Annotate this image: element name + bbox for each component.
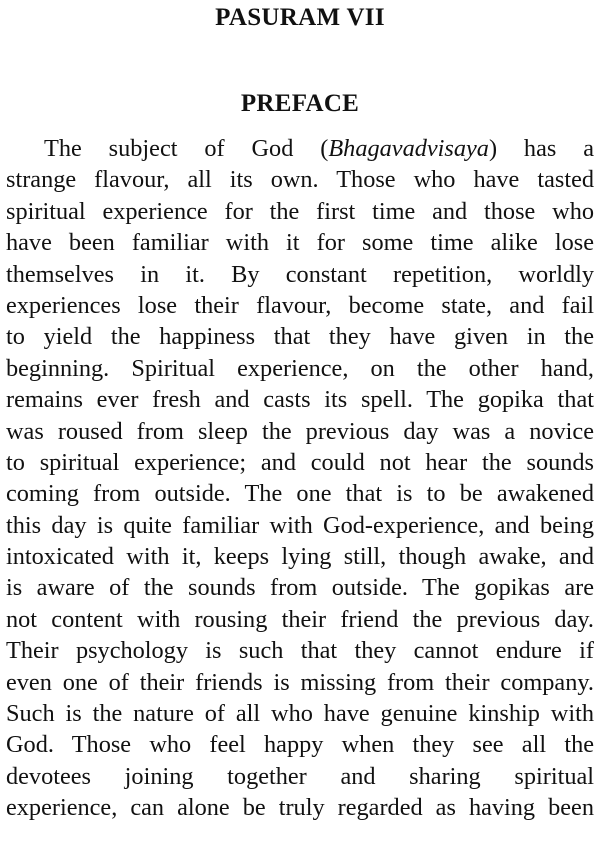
paragraph-line: experience, can alone be truly regarded as having been	[6, 794, 594, 822]
paragraph-line: Such is the nature of all who have genuine kinship with	[6, 700, 594, 728]
paragraph-line: even one of their friends is missing from their company.	[6, 668, 594, 696]
paragraph-line: this day is quite familiar with God-experience, and being	[6, 511, 594, 539]
paragraph-line: experiences lose their flavour, become state, and fail	[6, 291, 594, 319]
paragraph-line: was roused from sleep the previous day was a novice	[6, 417, 594, 445]
section-title: PREFACE	[240, 90, 360, 117]
chapter-title: PASURAM VII	[215, 4, 385, 31]
paragraph-line: to spiritual experience; and could not hear the sounds	[6, 448, 594, 476]
paragraph-line: devotees joining together and sharing spiritual	[6, 762, 594, 790]
paragraph-line: strange flavour, all its own. Those who have tasted	[6, 166, 594, 194]
paragraph-line: not content with rousing their friend the previous day.	[6, 605, 594, 633]
paragraph-line: God. Those who feel happy when they see all the	[6, 731, 594, 759]
paragraph-line: beginning. Spiritual experience, on the other hand,	[6, 354, 594, 382]
paragraph-line: have been familiar with it for some time alike lose	[6, 229, 594, 257]
paragraph-line	[6, 133, 594, 164]
preface-paragraph	[6, 133, 594, 824]
paragraph-line: is aware of the sounds from outside. The gopikas are	[6, 574, 594, 602]
paragraph-line: Their psychology is such that they cannot endure if	[6, 637, 594, 665]
paragraph-line: to yield the happiness that they have given in the	[6, 323, 594, 351]
paragraph-line: coming from outside. The one that is to be awakened	[6, 480, 594, 508]
paragraph-line: intoxicated with it, keeps lying still, though awake, and	[6, 543, 594, 571]
paragraph-line: spiritual experience for the first time and those who	[6, 197, 594, 225]
line-text: The subject of God (	[44, 135, 329, 162]
paragraph-line: themselves in it. By constant repetition, worldly	[6, 260, 594, 288]
paragraph-line: remains ever fresh and casts its spell. The gopika that	[6, 386, 594, 414]
line-text-after: ) has a	[488, 135, 594, 162]
italic-term: Bhagavadvisaya	[328, 135, 489, 162]
